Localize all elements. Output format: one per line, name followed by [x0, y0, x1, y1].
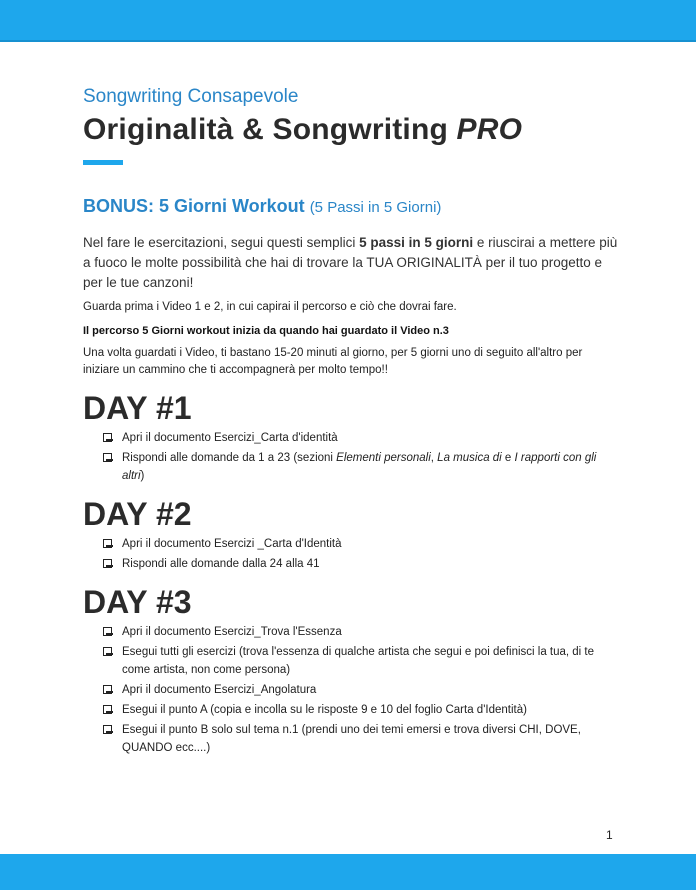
day-2-heading: DAY #2: [83, 496, 192, 532]
checklist-item-text: Rispondi alle domande dalla 24 alla 41: [122, 558, 320, 570]
checkbox-icon: [103, 705, 112, 714]
day-1-checklist: [83, 429, 618, 485]
checklist-item-text: Esegui il punto B solo sul tema n.1 (prendi uno dei temi emersi e trova diversi CHI, DOVE, QUANDO ecc....): [122, 724, 581, 754]
videos-paragraph: Guarda prima i Video 1 e 2, in cui capirai il percorso e ciò che dovrai fare.: [83, 301, 457, 313]
document-subtitle: Songwriting Consapevole: [83, 86, 299, 107]
intro-text-bold: 5 passi in 5 giorni: [359, 235, 474, 250]
title-accent-line: [83, 160, 123, 165]
checklist-item: [83, 681, 618, 699]
checklist-item-text-e: e: [501, 452, 515, 464]
bonus-heading-bold: BONUS: 5 Giorni Workout: [83, 196, 305, 216]
checkbox-icon: [103, 647, 112, 656]
checklist-item-text: Apri il documento Esercizi_Trova l'Essenza: [122, 626, 342, 638]
workout-start-paragraph: Il percorso 5 Giorni workout inizia da quando hai guardato il Video n.3: [83, 325, 449, 337]
daily-time-paragraph: Una volta guardati i Video, ti bastano 15-20 minuti al giorno, per 5 giorni uno di seguito all'altro per iniziare un cammino che ti accompagnerà per molto tempo!!: [83, 347, 583, 376]
checklist-item-text-c: ,: [430, 452, 438, 464]
checklist-item: [83, 701, 618, 719]
checklist-item: [83, 721, 618, 757]
day-1-heading: DAY #1: [83, 390, 192, 426]
checklist-item: [83, 535, 618, 553]
checklist-item: [83, 623, 618, 641]
checklist-item-text-f: I rapporti con gli altri: [122, 452, 597, 482]
checkbox-icon: [103, 433, 112, 442]
top-banner: [0, 0, 696, 42]
bottom-banner: [0, 854, 696, 890]
checklist-item-text-g: ): [140, 470, 145, 482]
checklist-item: [83, 449, 618, 485]
checkbox-icon: [103, 559, 112, 568]
checklist-item: [83, 643, 618, 679]
day-2-checklist: [83, 535, 618, 573]
page-number: 1: [606, 828, 613, 842]
bonus-heading-note: (5 Passi in 5 Giorni): [309, 199, 442, 216]
checklist-item: [83, 429, 618, 447]
document-body: [83, 86, 618, 759]
intro-text-a: Nel fare le esercitazioni, segui questi semplici: [83, 235, 360, 250]
checklist-item-text: Apri il documento Esercizi _Carta d'Identità: [122, 538, 342, 550]
intro-text-c: e riuscirai a mettere più a fuoco le molte possibilità che hai di trovare la TUA ORIGINALITÀ per il tuo progetto e per le tue canzoni!: [83, 235, 618, 290]
title-main: Originalità & Songwriting: [83, 113, 457, 146]
title-emphasis: PRO: [456, 113, 523, 146]
checklist-item-text: Apri il documento Esercizi_Angolatura: [122, 684, 317, 696]
bonus-heading: [83, 195, 618, 219]
checklist-item-text-b: Elementi personali: [336, 452, 431, 464]
checkbox-icon: [103, 539, 112, 548]
intro-paragraph: [83, 233, 618, 293]
checklist-item-text: Apri il documento Esercizi_Carta d'identità: [122, 432, 338, 444]
checkbox-icon: [103, 685, 112, 694]
checklist-item-text-a: Rispondi alle domande da 1 a 23 (sezioni: [122, 452, 337, 464]
checklist-item-text: Esegui il punto A (copia e incolla su le risposte 9 e 10 del foglio Carta d'Identità): [122, 704, 527, 716]
checklist-item: [83, 555, 618, 573]
checkbox-icon: [103, 627, 112, 636]
day-3-checklist: [83, 623, 618, 757]
day-3-heading: DAY #3: [83, 584, 192, 620]
document-title: [83, 112, 618, 148]
checkbox-icon: [103, 453, 112, 462]
checkbox-icon: [103, 725, 112, 734]
checklist-item-text-d: La musica di: [437, 452, 502, 464]
checklist-item-text: Esegui tutti gli esercizi (trova l'essenza di qualche artista che segui e poi definisci la tua, di te come artista, non come persona): [122, 646, 595, 676]
